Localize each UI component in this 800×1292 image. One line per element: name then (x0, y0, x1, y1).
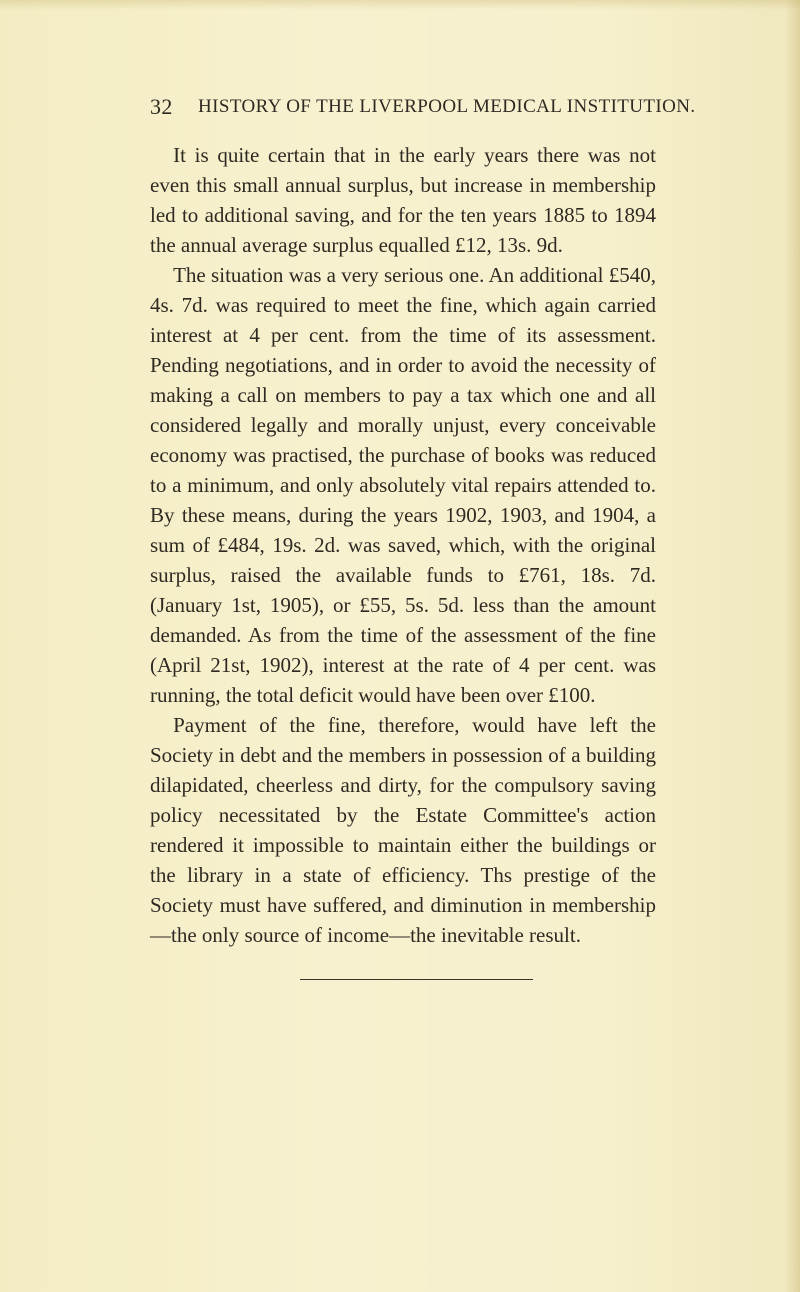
section-end-rule (300, 979, 533, 980)
page-edge-shadow (786, 0, 800, 1292)
paragraph-2: The situation was a very serious one. An additional £540, 4s. 7d. was required to meet the fine, which again carried interest at 4 per cent. from the time of its assessment. Pending negotiations, and in order to avoid the necessity of making a call on members to pay a tax which one and all considered legally and morally unjust, every conceivable economy was practised, the purchase of books was reduced to a minimum, and only absolutely vital repairs attended to. By these means, during the years 1902, 1903, and 1904, a sum of £484, 19s. 2d. was saved, which, with the original surplus, raised the available funds to £761, 18s. 7d. (January 1st, 1905), or £55, 5s. 5d. less than the amount demanded. As from the time of the assessment of the fine (April 21st, 1902), interest at the rate of 4 per cent. was running, the total deficit would have been over £100. (150, 263, 656, 707)
page-header (150, 92, 696, 122)
running-title: HISTORY OF THE LIVERPOOL MEDICAL INSTITUTION. (198, 96, 696, 117)
body-text (150, 140, 656, 950)
paragraph-1: It is quite certain that in the early years there was not even this small annual surplus, but increase in membership led to additional saving, and for the ten years 1885 to 1894 the annual average surplus equalled £12, 13s. 9d. (150, 143, 656, 257)
page-top-shadow (0, 0, 800, 10)
paragraph-3: Payment of the fine, therefore, would have left the Society in debt and the members in possession of a building dilapidated, cheerless and dirty, for the compulsory saving policy necessitated by the Estate Committee's action rendered it impossible to maintain either the buildings or the library in a state of efficiency. Ths prestige of the Society must have suffered, and diminution in membership—the only source of income—the inevitable result. (150, 713, 656, 947)
page-number: 32 (150, 94, 173, 119)
